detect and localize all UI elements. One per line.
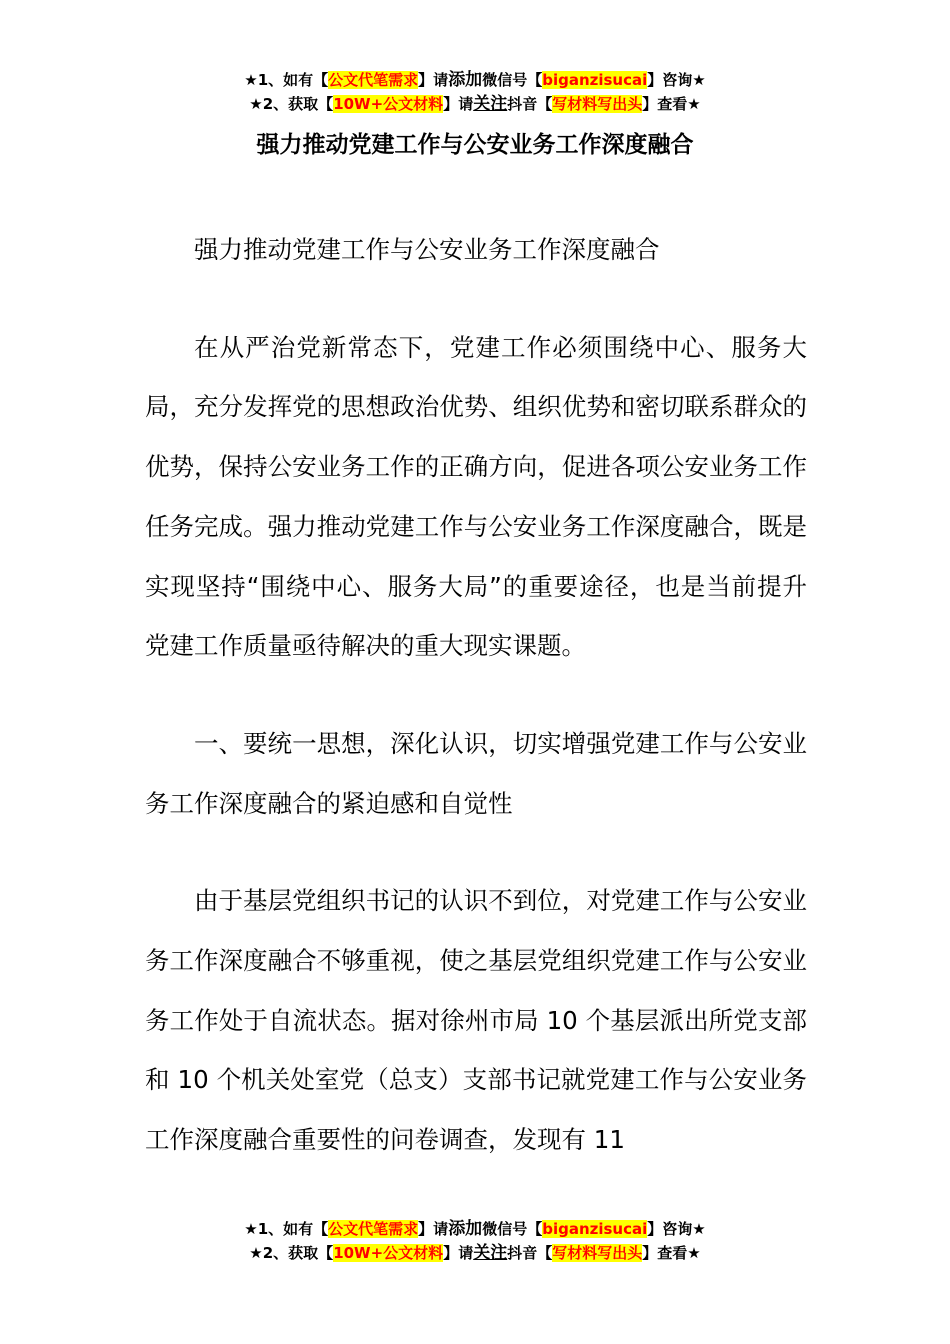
promo-footer xyxy=(0,1217,950,1265)
document-title: 强力推动党建工作与公安业务工作深度融合 xyxy=(256,132,694,158)
section-heading-1: 一、要统一思想，深化认识，切实增强党建工作与公安业务工作深度融合的紧迫感和自觉性 xyxy=(145,728,807,818)
promo-highlight-wechat-id: biganzisucai xyxy=(542,71,648,89)
promo-highlight-materials: 10W+公文材料 xyxy=(333,95,444,113)
promo-highlight-douyin: 写材料写出头 xyxy=(552,1244,643,1262)
promo-highlight-service: 公文代笔需求 xyxy=(328,1220,419,1238)
promo-highlight-douyin: 写材料写出头 xyxy=(552,95,643,113)
paragraph-intro: 在从严治党新常态下，党建工作必须围绕中心、服务大局，充分发挥党的思想政治优势、组织优势和密切联系群众的优势，保持公安业务工作的正确方向，促进各项公安业务工作任务完成。强力推动党建工作与公安业务工作深度融合，既是实现坚持“围绕中心、服务大局”的重要途径，也是当前提升党建工作质量亟待解决的重大现实课题。 xyxy=(145,332,807,661)
document-subtitle: 强力推动党建工作与公安业务工作深度融合 xyxy=(194,235,660,264)
promo-line-1: ★1、如有【公文代笔需求】请添加微信号【biganzisucai】咨询★ xyxy=(244,70,706,90)
document-body xyxy=(145,220,807,1170)
promo-header xyxy=(0,68,950,116)
promo-highlight-service: 公文代笔需求 xyxy=(328,71,419,89)
promo-highlight-wechat-id: biganzisucai xyxy=(542,1220,648,1238)
promo-line-2: ★2、获取【10W+公文材料】请关注抖音【写材料写出头】查看★ xyxy=(249,94,701,114)
paragraph-section-1: 由于基层党组织书记的认识不到位，对党建工作与公安业务工作深度融合不够重视，使之基层党组织党建工作与公安业务工作处于自流状态。据对徐州市局 10 个基层派出所党支部和 10 个机关处室党（总支）支部书记就党建工作与公安业务工作深度融合重要性的问卷调查，发现有 11 xyxy=(145,886,807,1155)
promo-line-2: ★2、获取【10W+公文材料】请关注抖音【写材料写出头】查看★ xyxy=(249,1243,701,1263)
promo-highlight-materials: 10W+公文材料 xyxy=(333,1244,444,1262)
promo-line-1: ★1、如有【公文代笔需求】请添加微信号【biganzisucai】咨询★ xyxy=(244,1219,706,1239)
